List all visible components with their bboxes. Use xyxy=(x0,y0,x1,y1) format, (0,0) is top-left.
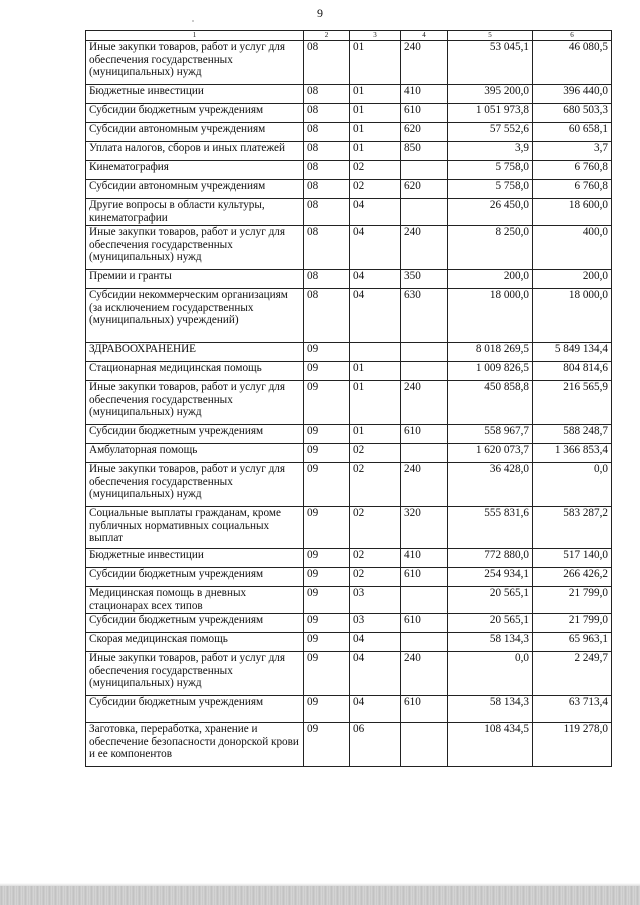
row-section: 09 xyxy=(304,507,350,549)
row-name: Премии и гранты xyxy=(86,270,304,289)
row-section: 08 xyxy=(304,85,350,104)
table-row xyxy=(86,41,612,85)
row-amount-col6: 0,0 xyxy=(533,463,612,507)
table-row xyxy=(86,425,612,444)
row-amount-col5: 1 620 073,7 xyxy=(448,444,533,463)
row-amount-col6: 5 849 134,4 xyxy=(533,343,612,362)
row-amount-col6: 46 080,5 xyxy=(533,41,612,85)
page-number: 9 xyxy=(317,6,323,20)
row-subsection: 04 xyxy=(350,696,401,723)
row-name: Скорая медицинская помощь xyxy=(86,633,304,652)
row-amount-col5: 558 967,7 xyxy=(448,425,533,444)
row-section: 09 xyxy=(304,362,350,381)
row-section: 09 xyxy=(304,723,350,767)
row-subsection: 02 xyxy=(350,161,401,180)
row-subsection: 04 xyxy=(350,289,401,343)
row-amount-col6: 588 248,7 xyxy=(533,425,612,444)
row-section: 08 xyxy=(304,161,350,180)
row-amount-col5: 0,0 xyxy=(448,652,533,696)
row-amount-col5: 200,0 xyxy=(448,270,533,289)
row-section: 08 xyxy=(304,270,350,289)
row-amount-col5: 772 880,0 xyxy=(448,549,533,568)
row-amount-col5: 254 934,1 xyxy=(448,568,533,587)
row-section: 08 xyxy=(304,123,350,142)
table-row xyxy=(86,463,612,507)
table-row xyxy=(86,614,612,633)
row-name: Бюджетные инвестиции xyxy=(86,549,304,568)
row-subsection: 04 xyxy=(350,652,401,696)
row-section: 08 xyxy=(304,289,350,343)
header-col-2: 2 xyxy=(304,31,350,41)
row-expense-type xyxy=(401,633,448,652)
row-amount-col5: 53 045,1 xyxy=(448,41,533,85)
row-name: Субсидии бюджетным учреждениям xyxy=(86,425,304,444)
row-amount-col5: 5 758,0 xyxy=(448,180,533,199)
row-amount-col5: 36 428,0 xyxy=(448,463,533,507)
row-name: Бюджетные инвестиции xyxy=(86,85,304,104)
row-subsection: 02 xyxy=(350,180,401,199)
header-col-6: 6 xyxy=(533,31,612,41)
row-subsection: 03 xyxy=(350,614,401,633)
row-expense-type: 610 xyxy=(401,696,448,723)
row-section: 09 xyxy=(304,444,350,463)
row-expense-type: 620 xyxy=(401,180,448,199)
row-expense-type: 610 xyxy=(401,425,448,444)
row-subsection: 06 xyxy=(350,723,401,767)
row-section: 09 xyxy=(304,633,350,652)
row-name: Амбулаторная помощь xyxy=(86,444,304,463)
row-amount-col6: 200,0 xyxy=(533,270,612,289)
row-subsection: 04 xyxy=(350,270,401,289)
row-amount-col5: 18 000,0 xyxy=(448,289,533,343)
table-row xyxy=(86,180,612,199)
row-amount-col5: 555 831,6 xyxy=(448,507,533,549)
row-subsection: 02 xyxy=(350,568,401,587)
table-row xyxy=(86,142,612,161)
row-amount-col6: 18 600,0 xyxy=(533,199,612,226)
row-amount-col6: 60 658,1 xyxy=(533,123,612,142)
row-expense-type: 610 xyxy=(401,614,448,633)
header-col-1: 1 xyxy=(86,31,304,41)
header-row xyxy=(86,31,612,41)
row-amount-col5: 108 434,5 xyxy=(448,723,533,767)
table-row xyxy=(86,161,612,180)
row-subsection xyxy=(350,343,401,362)
row-expense-type xyxy=(401,444,448,463)
row-section: 09 xyxy=(304,549,350,568)
row-expense-type xyxy=(401,362,448,381)
row-expense-type: 850 xyxy=(401,142,448,161)
row-expense-type xyxy=(401,199,448,226)
scan-edge xyxy=(0,883,640,905)
row-subsection: 02 xyxy=(350,463,401,507)
row-section: 08 xyxy=(304,41,350,85)
row-subsection: 01 xyxy=(350,142,401,161)
row-amount-col6: 3,7 xyxy=(533,142,612,161)
row-name: Медицинская помощь в дневных стационарах всех типов xyxy=(86,587,304,614)
row-amount-col6: 6 760,8 xyxy=(533,161,612,180)
table-row xyxy=(86,289,612,343)
row-expense-type: 620 xyxy=(401,123,448,142)
row-section: 09 xyxy=(304,425,350,444)
table-row xyxy=(86,85,612,104)
row-amount-col6: 63 713,4 xyxy=(533,696,612,723)
row-amount-col6: 266 426,2 xyxy=(533,568,612,587)
row-subsection: 02 xyxy=(350,444,401,463)
row-section: 09 xyxy=(304,343,350,362)
row-expense-type xyxy=(401,343,448,362)
row-amount-col5: 5 758,0 xyxy=(448,161,533,180)
row-amount-col6: 21 799,0 xyxy=(533,614,612,633)
row-name: Уплата налогов, сборов и иных платежей xyxy=(86,142,304,161)
row-subsection: 01 xyxy=(350,41,401,85)
row-amount-col5: 26 450,0 xyxy=(448,199,533,226)
budget-table xyxy=(85,30,612,767)
row-subsection: 03 xyxy=(350,587,401,614)
table-row xyxy=(86,633,612,652)
row-amount-col5: 1 009 826,5 xyxy=(448,362,533,381)
table-row xyxy=(86,568,612,587)
row-amount-col6: 400,0 xyxy=(533,226,612,270)
row-subsection: 01 xyxy=(350,85,401,104)
table-row xyxy=(86,343,612,362)
table-row xyxy=(86,587,612,614)
row-subsection: 01 xyxy=(350,123,401,142)
row-name: Иные закупки товаров, работ и услуг для обеспечения государственных (муниципальных) нужд xyxy=(86,463,304,507)
row-subsection: 04 xyxy=(350,199,401,226)
row-section: 09 xyxy=(304,696,350,723)
row-section: 08 xyxy=(304,104,350,123)
row-amount-col5: 1 051 973,8 xyxy=(448,104,533,123)
row-amount-col5: 8 018 269,5 xyxy=(448,343,533,362)
row-name: Иные закупки товаров, работ и услуг для обеспечения государственных (муниципальных) нужд xyxy=(86,381,304,425)
table-row xyxy=(86,652,612,696)
row-section: 09 xyxy=(304,652,350,696)
row-name: Стационарная медицинская помощь xyxy=(86,362,304,381)
row-name: Иные закупки товаров, работ и услуг для обеспечения государственных (муниципальных) нужд xyxy=(86,226,304,270)
row-name: Субсидии бюджетным учреждениям xyxy=(86,104,304,123)
header-col-5: 5 xyxy=(448,31,533,41)
table-row xyxy=(86,270,612,289)
row-amount-col5: 395 200,0 xyxy=(448,85,533,104)
table-row xyxy=(86,507,612,549)
row-amount-col5: 3,9 xyxy=(448,142,533,161)
row-amount-col6: 517 140,0 xyxy=(533,549,612,568)
row-section: 08 xyxy=(304,226,350,270)
table-row xyxy=(86,444,612,463)
row-amount-col6: 216 565,9 xyxy=(533,381,612,425)
row-amount-col5: 58 134,3 xyxy=(448,633,533,652)
row-expense-type: 410 xyxy=(401,85,448,104)
row-section: 08 xyxy=(304,199,350,226)
row-name: Кинематография xyxy=(86,161,304,180)
table-row xyxy=(86,362,612,381)
row-amount-col6: 21 799,0 xyxy=(533,587,612,614)
row-subsection: 01 xyxy=(350,362,401,381)
table-row xyxy=(86,199,612,226)
row-amount-col5: 450 858,8 xyxy=(448,381,533,425)
row-subsection: 01 xyxy=(350,381,401,425)
row-subsection: 04 xyxy=(350,633,401,652)
row-amount-col6: 18 000,0 xyxy=(533,289,612,343)
row-expense-type xyxy=(401,161,448,180)
row-expense-type: 240 xyxy=(401,41,448,85)
table-row xyxy=(86,104,612,123)
row-name: Другие вопросы в области культуры, кинематографии xyxy=(86,199,304,226)
row-expense-type: 610 xyxy=(401,104,448,123)
row-subsection: 02 xyxy=(350,549,401,568)
row-name: Субсидии некоммерческим организациям (за исключением государственных (муниципальных) учреждений) xyxy=(86,289,304,343)
row-amount-col6: 2 249,7 xyxy=(533,652,612,696)
row-expense-type xyxy=(401,587,448,614)
row-name: Субсидии бюджетным учреждениям xyxy=(86,614,304,633)
scan-speck xyxy=(192,20,194,22)
row-section: 09 xyxy=(304,587,350,614)
row-amount-col6: 396 440,0 xyxy=(533,85,612,104)
row-amount-col6: 6 760,8 xyxy=(533,180,612,199)
row-amount-col6: 804 814,6 xyxy=(533,362,612,381)
row-expense-type: 240 xyxy=(401,226,448,270)
row-amount-col5: 20 565,1 xyxy=(448,587,533,614)
row-name: Субсидии бюджетным учреждениям xyxy=(86,696,304,723)
row-name: Субсидии автономным учреждениям xyxy=(86,123,304,142)
row-amount-col5: 20 565,1 xyxy=(448,614,533,633)
row-expense-type: 350 xyxy=(401,270,448,289)
row-name: Иные закупки товаров, работ и услуг для обеспечения государственных (муниципальных) нужд xyxy=(86,41,304,85)
row-amount-col5: 57 552,6 xyxy=(448,123,533,142)
row-section: 09 xyxy=(304,463,350,507)
row-amount-col5: 8 250,0 xyxy=(448,226,533,270)
row-name: Субсидии бюджетным учреждениям xyxy=(86,568,304,587)
row-section: 09 xyxy=(304,568,350,587)
table-row xyxy=(86,696,612,723)
row-name: ЗДРАВООХРАНЕНИЕ xyxy=(86,343,304,362)
row-subsection: 01 xyxy=(350,425,401,444)
row-expense-type xyxy=(401,723,448,767)
row-name: Субсидии автономным учреждениям xyxy=(86,180,304,199)
row-expense-type: 240 xyxy=(401,463,448,507)
row-expense-type: 320 xyxy=(401,507,448,549)
table-body xyxy=(86,41,612,767)
row-amount-col6: 65 963,1 xyxy=(533,633,612,652)
row-expense-type: 240 xyxy=(401,381,448,425)
row-name: Заготовка, переработка, хранение и обеспечение безопасности донорской крови и ее компонентов xyxy=(86,723,304,767)
row-amount-col5: 58 134,3 xyxy=(448,696,533,723)
table-row xyxy=(86,723,612,767)
row-amount-col6: 119 278,0 xyxy=(533,723,612,767)
row-subsection: 02 xyxy=(350,507,401,549)
header-col-3: 3 xyxy=(350,31,401,41)
header-col-4: 4 xyxy=(401,31,448,41)
row-expense-type: 240 xyxy=(401,652,448,696)
row-section: 08 xyxy=(304,180,350,199)
table-row xyxy=(86,549,612,568)
row-expense-type: 410 xyxy=(401,549,448,568)
row-amount-col6: 1 366 853,4 xyxy=(533,444,612,463)
row-subsection: 01 xyxy=(350,104,401,123)
row-expense-type: 630 xyxy=(401,289,448,343)
row-name: Иные закупки товаров, работ и услуг для обеспечения государственных (муниципальных) нужд xyxy=(86,652,304,696)
row-subsection: 04 xyxy=(350,226,401,270)
table-row xyxy=(86,226,612,270)
row-section: 08 xyxy=(304,142,350,161)
row-section: 09 xyxy=(304,381,350,425)
row-amount-col6: 680 503,3 xyxy=(533,104,612,123)
row-name: Социальные выплаты гражданам, кроме публичных нормативных социальных выплат xyxy=(86,507,304,549)
row-expense-type: 610 xyxy=(401,568,448,587)
row-section: 09 xyxy=(304,614,350,633)
table-row xyxy=(86,123,612,142)
table-row xyxy=(86,381,612,425)
row-amount-col6: 583 287,2 xyxy=(533,507,612,549)
